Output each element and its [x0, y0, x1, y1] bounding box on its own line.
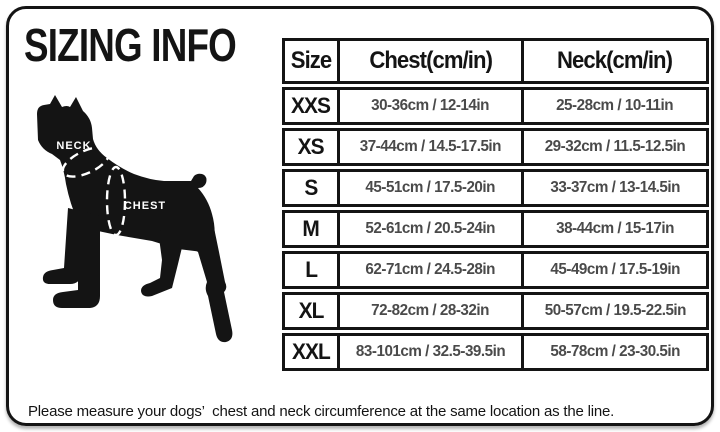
dog-silhouette-svg: [22, 92, 234, 360]
dog-measurement-diagram: [22, 92, 234, 360]
page-title: SIZING INFO: [24, 19, 236, 71]
size-cell: XS: [297, 134, 324, 159]
chest-cell: 72-82cm / 28-32in: [371, 302, 490, 319]
size-table-rows: [282, 87, 712, 371]
size-cell: XL: [298, 298, 324, 323]
size-cell: XXL: [292, 339, 330, 364]
neck-column-header: Neck(cm/in): [521, 38, 709, 84]
chest-cell: 62-71cm / 24.5-28in: [365, 261, 496, 278]
table-row: [282, 210, 712, 248]
chest-cell: 83-101cm / 32.5-39.5in: [355, 343, 506, 360]
table-row: [282, 333, 712, 371]
neck-cell: 50-57cm / 19.5-22.5in: [544, 302, 686, 319]
size-column-header: Size: [282, 38, 340, 84]
size-table: [282, 38, 712, 374]
dog-silhouette: [37, 95, 232, 342]
neck-cell: 25-28cm / 10-11in: [556, 97, 674, 114]
table-header-row: [282, 38, 712, 84]
neck-label: NECK: [56, 140, 92, 152]
neck-cell: 29-32cm / 11.5-12.5in: [544, 138, 686, 155]
chest-cell: 37-44cm / 14.5-17.5in: [359, 138, 502, 155]
size-cell: M: [302, 216, 320, 241]
table-row: [282, 251, 712, 289]
neck-cell: 45-49cm / 17.5-19in: [550, 261, 680, 278]
table-row: [282, 292, 712, 330]
neck-cell: 33-37cm / 13-14.5in: [550, 179, 680, 196]
size-cell: L: [305, 257, 317, 282]
table-row: [282, 128, 712, 166]
size-cell: XXS: [291, 93, 331, 118]
neck-cell: 58-78cm / 23-30.5in: [550, 343, 680, 360]
chest-cell: 45-51cm / 17.5-20in: [365, 179, 496, 196]
chest-cell: 30-36cm / 12-14in: [371, 97, 490, 114]
table-row: [282, 169, 712, 207]
neck-cell: 38-44cm / 15-17in: [556, 220, 674, 237]
table-row: [282, 87, 712, 125]
size-cell: S: [304, 175, 318, 200]
chest-label: CHEST: [123, 200, 167, 212]
chest-cell: 52-61cm / 20.5-24in: [365, 220, 496, 237]
chest-column-header: Chest(cm/in): [337, 38, 524, 84]
measurement-instruction: Please measure your dogs’ chest and neck circumference at the same location as the line.: [28, 403, 615, 420]
